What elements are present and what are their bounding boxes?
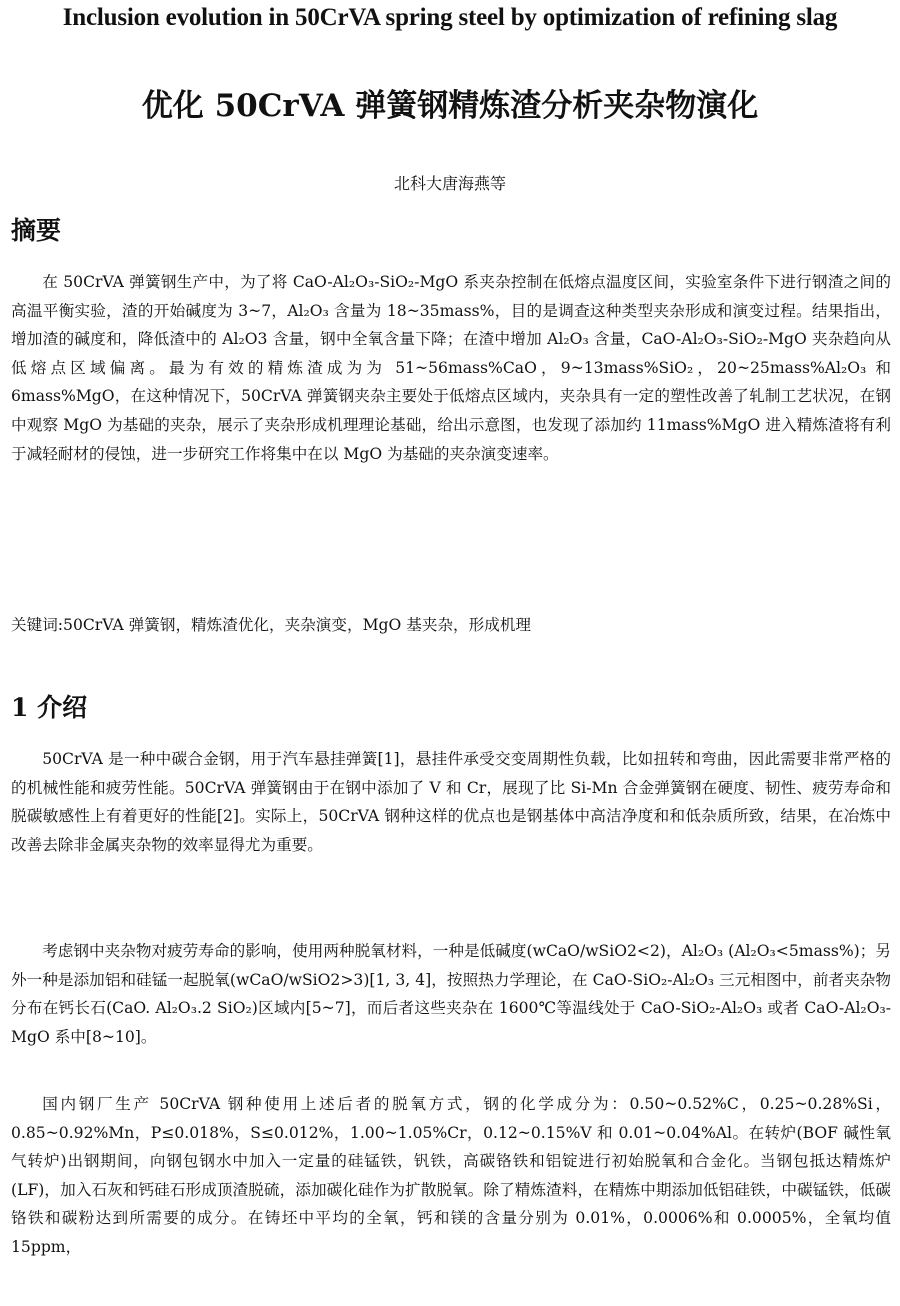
introduction-paragraph-1: 50CrVA 是一种中碳合金钢，用于汽车悬挂弹簧[1]，悬挂件承受交变周期性负载，比如扭转和弯曲，因此需要非常严格的的机械性能和疲劳性能。50CrVA 弹簧钢由于在钢中添加了 V 和 Cr，展现了比 Si-Mn 合金弹簧钢在硬度、韧性、疲劳寿命和脱碳敏感性上有着更好的性能[2]。实际上，50CrVA 钢种这样的优点也是钢基体中高洁净度和和低杂质所致，结果，在冶炼中改善去除非金属夹杂物的效率显得尤为重要。 — [11, 750, 891, 854]
keywords-line: 关键词:50CrVA 弹簧钢，精炼渣优化，夹杂演变，MgO 基夹杂，形成机理 — [11, 616, 532, 634]
paper-authors: 北科大唐海燕等 — [393, 174, 506, 193]
paper-title-chinese: 优化 50CrVA 弹簧钢精炼渣分析夹杂物演化 — [141, 88, 759, 124]
introduction-paragraph-2: 考虑钢中夹杂物对疲劳寿命的影响，使用两种脱氧材料，一种是低碱度(wCaO/wSiO2<2)，Al₂O₃ (Al₂O₃<5mass%)；另外一种是添加铝和硅锰一起脱氧(wCaO/wSiO2>3)[1, 3, 4]，按照热力学理论，在 CaO-SiO₂-Al₂O₃ 三元相图中，前者夹杂物分布在钙长石(CaO. Al₂O₃.2 SiO₂)区域内[5~7]，而后者这些夹杂在 1600℃等温线处于 CaO-SiO₂-Al₂O₃ 或者 CaO-Al₂O₃-MgO 系中[8~10]。 — [11, 942, 891, 1046]
abstract-heading: 摘要 — [11, 216, 62, 245]
introduction-heading: 1 介绍 — [11, 693, 88, 722]
abstract-body: 在 50CrVA 弹簧钢生产中，为了将 CaO-Al₂O₃-SiO₂-MgO 系夹杂控制在低熔点温度区间，实验室条件下进行钢渣之间的高温平衡实验，渣的开始碱度为 3~7，Al₂O₃ 含量为 18~35mass%，目的是调查这种类型夹杂形成和演变过程。结果指出，增加渣的碱度和，降低渣中的 Al₂O3 含量，钢中全氧含量下降；在渣中增加 Al₂O₃ 含量，CaO-Al₂O₃-SiO₂-MgO 夹杂趋向从低熔点区域偏离。最为有效的精炼渣成为为 51~56mass%CaO，9~13mass%SiO₂，20~25mass%Al₂O₃ 和 6mass%MgO，在这种情况下，50CrVA 弹簧钢夹杂主要处于低熔点区域内，夹杂具有一定的塑性改善了轧制工艺状况，在钢中观察 MgO 为基础的夹杂，展示了夹杂形成机理理论基础，给出示意图，也发现了添加约 11mass%MgO 进入精炼渣将有利于减轻耐材的侵蚀，进一步研究工作将集中在以 MgO 为基础的夹杂演变速率。 — [11, 273, 891, 463]
introduction-paragraph-3: 国内钢厂生产 50CrVA 钢种使用上述后者的脱氧方式，钢的化学成分为：0.50~0.52%C，0.25~0.28%Si，0.85~0.92%Mn，P≤0.018%，S≤0.012%，1.00~1.05%Cr，0.12~0.15%V 和 0.01~0.04%Al。在转炉(BOF 碱性氧气转炉)出钢期间，向钢包钢水中加入一定量的硅锰铁，钒铁，高碳铬铁和铝锭进行初始脱氧和合金化。当钢包抵达精炼炉(LF)，加入石灰和钙硅石形成顶渣脱硫，添加碳化硅作为扩散脱氧。除了精炼渣料，在精炼中期添加低铝硅铁，中碳锰铁，低碳铬铁和碳粉达到所需要的成分。在铸坯中平均的全氧，钙和镁的含量分别为 0.01%，0.0006%和 0.0005%，全氧均值 15ppm， — [11, 1095, 891, 1256]
paper-title-english: Inclusion evolution in 50CrVA spring steel by optimization of refining slag — [62, 4, 838, 31]
